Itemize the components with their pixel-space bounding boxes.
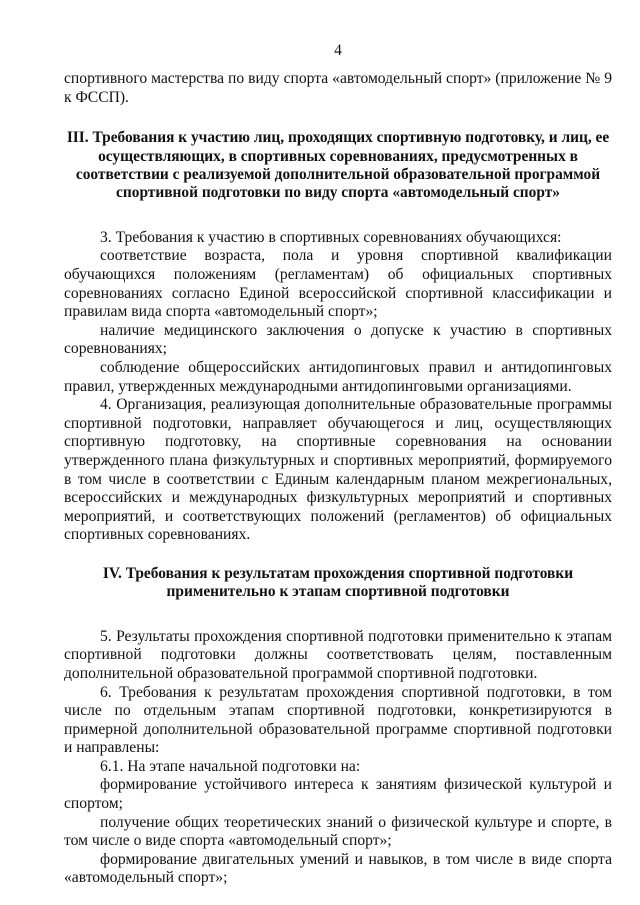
page-number: 4	[334, 42, 342, 59]
paragraph-4: 4. Организация, реализующая дополнительные образовательные программы спортивной подготовки, направляет обучающегося и лиц, осуществляющих спортивную подготовку, на спортивные соревнования на основании утвержденного плана физкультурных и спортивных мероприятий, формируемого в том числе в соответствии с Единым календарным планом межрегиональных, всероссийских и международных физкультурных мероприятий и спортивных мероприятий, и соответствующих положений (регламентов) об официальных спортивных соревнованиях.	[64, 396, 612, 544]
section-3-heading: III. Требования к участию лиц, проходящих спортивную подготовку, и лиц, ее осуществляющих, в спортивных соревнованиях, предусмотренных в соответствии с реализуемой дополнительной образовательной программой спортивной подготовки по виду спорта «автомодельный спорт»	[66, 129, 610, 202]
document-page	[64, 0, 612, 905]
paragraph-3-item-medical: наличие медицинского заключения о допуске к участию в спортивных соревнованиях;	[64, 321, 612, 358]
document-body	[64, 70, 612, 888]
paragraph-continuation: спортивного мастерства по виду спорта «автомодельный спорт» (приложение № 9 к ФССП).	[64, 70, 612, 106]
paragraph-6: 6. Требования к результатам прохождения спортивной подготовки, в том числе по отдельным этапам спортивной подготовки, конкретизируются в примерной дополнительной образовательной программе спортивной подготовки и направлены:	[64, 683, 612, 757]
paragraph-3-item-age: соответствие возраста, пола и уровня спортивной квалификации обучающихся положениям (регламентам) об официальных спортивных соревнованиях согласно Единой всероссийской спортивной классификации и правилам вида спорта «автомодельный спорт»;	[64, 247, 612, 321]
paragraph-3: 3. Требования к участию в спортивных соревнованиях обучающихся:	[100, 228, 562, 246]
paragraph-3-item-antidoping: соблюдение общероссийских антидопинговых правил и антидопинговых правил, утвержденных международными антидопинговыми организациями.	[64, 358, 612, 395]
paragraph-6-1-item-knowledge: получение общих теоретических знаний о физической культуре и спорте, в том числе о виде спорта «автомодельный спорт»;	[64, 813, 612, 850]
paragraph-5: 5. Результаты прохождения спортивной подготовки применительно к этапам спортивной подготовки должны соответствовать целям, поставленным дополнительной образовательной программой спортивной подготовки.	[64, 627, 612, 682]
paragraph-6-1-item-skills: формирование двигательных умений и навыков, в том числе в виде спорта «автомодельный спорт»;	[64, 850, 612, 887]
paragraph-6-1: 6.1. На этапе начальной подготовки на:	[100, 757, 361, 775]
paragraph-6-1-item-interest: формирование устойчивого интереса к занятиям физической культурой и спортом;	[64, 776, 612, 813]
section-4-heading: IV. Требования к результатам прохождения спортивной подготовки применительно к этапам спортивной подготовки	[102, 564, 574, 601]
